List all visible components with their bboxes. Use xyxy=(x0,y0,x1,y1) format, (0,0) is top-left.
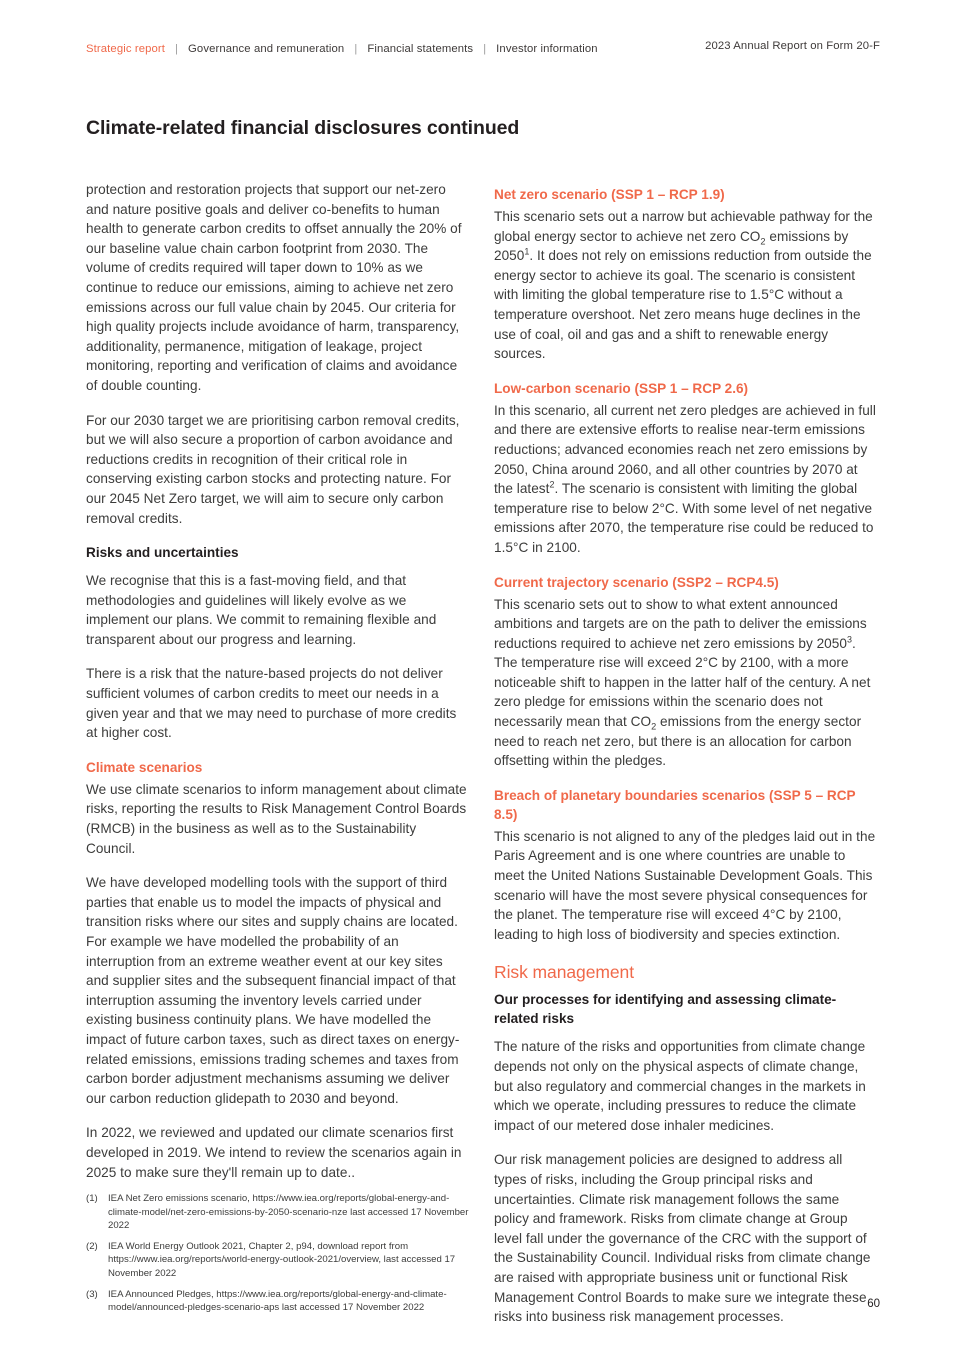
footnote-item xyxy=(86,1192,472,1233)
footnote-number: (3) xyxy=(86,1288,98,1300)
text-fragment: . It does not rely on emissions reduction from outside the energy sector to achieve its goal. The scenario is consistent with limiting the global temperature rise to 1.5°C without a temperature overshoot. Net zero means huge declines in the use of coal, oil and gas and a shift to renewable energy sources. xyxy=(494,248,872,362)
paragraph-fast-moving-field: We recognise that this is a fast-moving field, and that methodologies and guidelines will likely evolve as we implement our plans. We commit to remaining flexible and transparent about our progress and learning. xyxy=(86,573,437,647)
heading-risks-and-uncertainties: Risks and uncertainties xyxy=(86,545,239,561)
footnote-item xyxy=(86,1288,472,1315)
text-fragment: This scenario sets out to show to what extent announced ambitions and targets are on the path to deliver the emissions reductions required to achieve net zero emissions by 2050 xyxy=(494,596,867,651)
right-column xyxy=(494,180,877,1327)
text-fragment: In this scenario, all current net zero pledges are achieved in full and there are extensive efforts to realise near-term emissions reductions; advanced economies reach net zero emissions by 2050, China around 2060, and all other countries by 2070 at the latest xyxy=(494,402,876,497)
footnotes-list xyxy=(86,1192,472,1322)
heading-climate-scenarios: Climate scenarios xyxy=(86,759,203,775)
paragraph-net-zero-scenario xyxy=(494,207,877,364)
left-column xyxy=(86,180,469,1182)
nav-item-strategic-report[interactable]: Strategic report xyxy=(86,43,166,55)
heading-breach-planetary-boundaries-scenario: Breach of planetary boundaries scenarios (SSP 5 – RCP 8.5) xyxy=(494,787,856,822)
text-fragment: emissions by 2050 xyxy=(494,228,849,264)
page-number: 60 xyxy=(867,1298,880,1310)
subscript-co2: 2 xyxy=(651,721,657,732)
heading-net-zero-scenario: Net zero scenario (SSP 1 – RCP 1.9) xyxy=(494,187,725,202)
footnote-number: (1) xyxy=(86,1193,98,1204)
paragraph-2030-target-credits: For our 2030 target we are prioritising carbon removal credits, but we will also secure a proportion of carbon avoidance and reductions credits in recognition of their critical role in conserving existing carbon stocks and protecting nature. For our 2045 Net Zero target, we will aim to secure only carbon removal credits. xyxy=(86,412,460,526)
paragraph-breach-planetary-boundaries: This scenario is not aligned to any of the pledges laid out in the Paris Agreement and is one where countries are unable to meet the United Nations Sustainable Development Goals. This scenario will have the most severe physical consequences for the planet. The temperature rise will exceed 4°C by 2100, leading to high loss of biodiversity and species extinction. xyxy=(494,828,876,942)
paragraph-2022-review: In 2022, we reviewed and updated our climate scenarios first developed in 2019. We intend to review the scenarios again in 2025 to make sure they'll remain up to date.. xyxy=(86,1125,462,1180)
header-nav xyxy=(86,43,598,55)
heading-processes-identifying-assessing: Our processes for identifying and assessing climate-related risks xyxy=(494,992,837,1027)
page-header xyxy=(86,40,880,58)
nav-item-investor-information[interactable]: Investor information xyxy=(496,43,598,55)
footnote-number: (2) xyxy=(86,1240,98,1252)
heading-risk-management: Risk management xyxy=(494,962,634,983)
report-title-label: 2023 Annual Report on Form 20-F xyxy=(705,40,880,52)
paragraph-modelling-tools: We have developed modelling tools with the support of third parties that enable us to model the impacts of physical and transition risks where our sites and supply chains are located. For example we have modelled the probability of an interruption from an extreme weather event at our key sites and supplier sites and the subsequent financial impact of that interruption assuming the inventory levels carried under existing business continuity plans. We have modelled the impact of future carbon taxes, such as direct taxes on energy-related emissions, emissions trading schemes and taxes from carbon border adjustment mechanisms assuming we deliver our carbon reduction glidepath to 2030 and beyond. xyxy=(86,875,460,1106)
footnote-ref-3[interactable]: 3 xyxy=(846,634,852,645)
paragraph-nature-of-risks: The nature of the risks and opportunities from climate change depends not only on the physical aspects of climate change, but also regulatory and commercial changes in the markets in which we operate, including pressures to reduce the climate impact of our metered dose inhaler medicines. xyxy=(494,1039,866,1133)
footnote-item xyxy=(86,1240,472,1281)
paragraph-carbon-credits-criteria: protection and restoration projects that support our net-zero and nature positive goals and deliver co-benefits to human health to generate carbon credits to offset annually the 20% of our baseline value chain carbon footprint from 2030. The volume of credits required will taper down to 10% as we continue to reduce our emissions, aiming to achieve net zero emissions across our full value chain by 2045. Our criteria for high quality projects include avoidance of harm, transparency, additionality, permanence, mitigation of leakage, project monitoring, reporting and verification of claims and avoidance of double counting. xyxy=(86,182,462,393)
heading-low-carbon-scenario: Low-carbon scenario (SSP 1 – RCP 2.6) xyxy=(494,380,749,396)
nav-separator: | xyxy=(175,43,179,55)
footnote-text: IEA World Energy Outlook 2021, Chapter 2, p94, download report from https://www.iea.org/reports/world-energy-outlook-2021/overview, last accessed 17 November 2022 xyxy=(108,1240,456,1279)
text-fragment: . The temperature rise will exceed 2°C by 2100, with a more noticeable shift to happen in the latter half of the century. A net zero pledge for emissions within the scenario does not necessarily mean that CO xyxy=(494,635,871,730)
paragraph-current-trajectory-scenario xyxy=(494,595,877,771)
page-title: Climate-related financial disclosures continued xyxy=(86,117,520,140)
text-fragment: . The scenario is consistent with limiting the global temperature rise to below 2°C. With some level of net negative emissions after 2070, the temperature rise could be reduced to 1.5°C in 2100. xyxy=(494,481,874,555)
footnote-text: IEA Net Zero emissions scenario, https://www.iea.org/reports/global-energy-and-climate-model/net-zero-emissions-by-2050-scenario-nze last accessed 17 November 2022 xyxy=(108,1193,469,1232)
subscript-co2: 2 xyxy=(760,236,766,247)
footnote-ref-2[interactable]: 2 xyxy=(549,479,555,490)
text-fragment: emissions from the energy sector need to reach net zero, but there is an allocation for carbon offsetting within the pledges. xyxy=(494,714,862,769)
nav-item-governance-and-remuneration[interactable]: Governance and remuneration xyxy=(188,43,345,55)
footnote-text: IEA Announced Pledges, https://www.iea.org/reports/global-energy-and-climate-model/announced-pledges-scenario-aps last accessed 17 November 2022 xyxy=(108,1288,447,1314)
nav-separator: | xyxy=(354,43,358,55)
paragraph-risk-management-policies: Our risk management policies are designed to address all types of risks, including the Group principal risks and uncertainties. Climate risk management follows the same policy and framework. Risks from climate change at Group level fall under the governance of the CRC with the support of the Sustainability Council. Individual risks from climate change are raised with appropriate business unit or functional Risk Management Control Boards to make sure we integrate these risks into business risk management processes. xyxy=(494,1152,871,1325)
paragraph-nature-based-risk: There is a risk that the nature-based projects do not deliver sufficient volumes of carbon credits to meet our needs in a given year and that we may need to purchase of more credits at higher cost. xyxy=(86,666,457,741)
footnote-ref-1[interactable]: 1 xyxy=(524,246,530,257)
text-fragment: This scenario sets out a narrow but achievable pathway for the global energy sector to achieve net zero CO xyxy=(494,209,873,244)
heading-current-trajectory-scenario: Current trajectory scenario (SSP2 – RCP4.5) xyxy=(494,574,779,590)
nav-item-financial-statements[interactable]: Financial statements xyxy=(367,43,474,55)
paragraph-low-carbon-scenario xyxy=(494,401,877,558)
paragraph-climate-scenarios-use: We use climate scenarios to inform management about climate risks, reporting the results to Risk Management Control Boards (RMCB) in the business as well as to the Sustainability Council. xyxy=(86,781,467,856)
nav-separator: | xyxy=(483,43,487,55)
